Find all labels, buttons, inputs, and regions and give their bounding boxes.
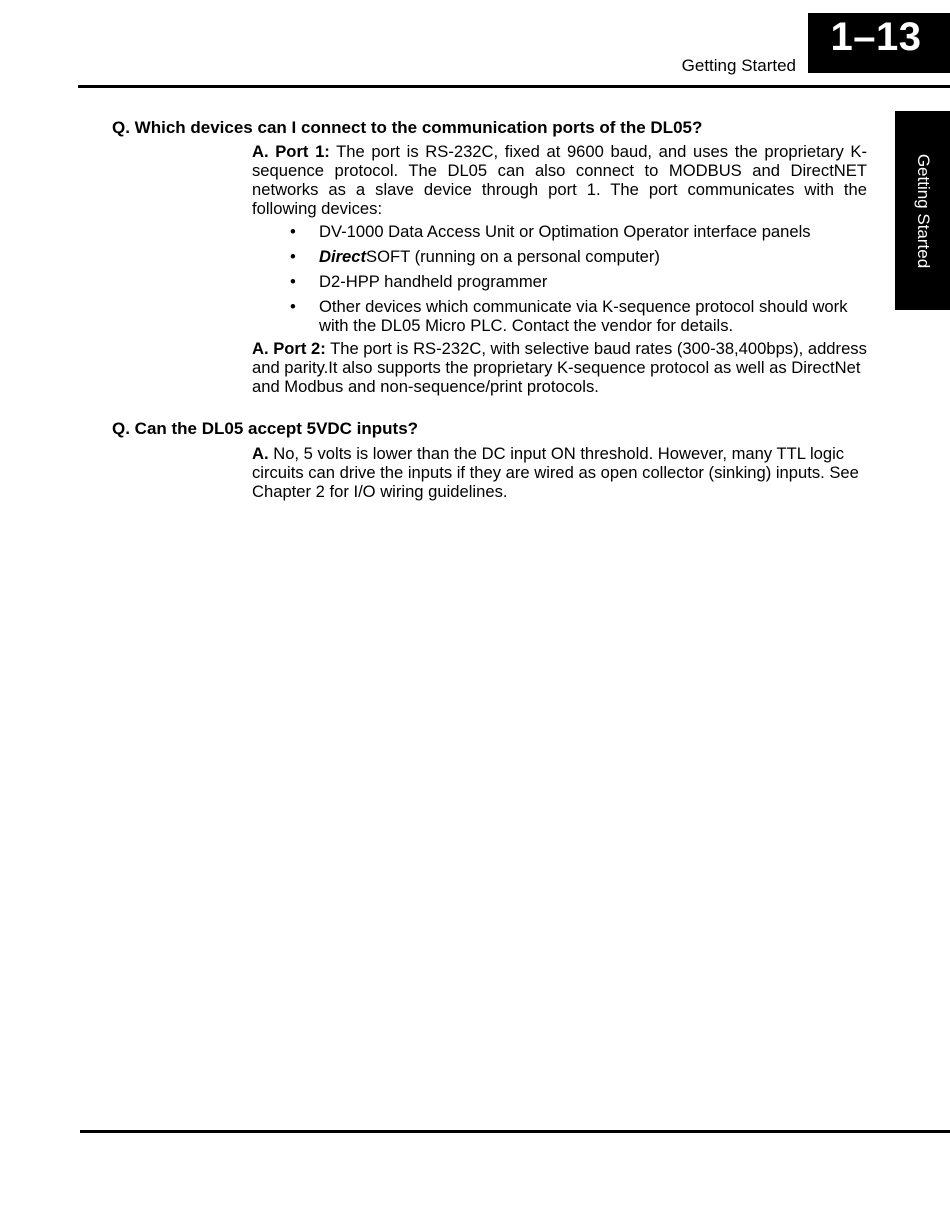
answer-port-2 — [252, 339, 867, 396]
footer-rule — [80, 1130, 950, 1133]
bullet-icon: • — [290, 247, 296, 266]
bullet-icon: • — [290, 297, 296, 316]
bullet-icon: • — [290, 222, 296, 241]
list-item: • DirectSOFT (running on a personal computer) — [290, 247, 660, 266]
page-number-box — [808, 13, 950, 73]
answer-5vdc-text: No, 5 volts is lower than the DC input ON threshold. However, many TTL logic circuits can drive the inputs if they are wired as open collector (sinking) inputs. See Chapter 2 for I/O wiring guidelines. — [252, 444, 859, 501]
answer-port-2-label: A. Port 2: — [252, 339, 326, 358]
device-list — [252, 222, 872, 335]
running-head: Getting Started — [681, 56, 796, 75]
question-1: Q. Which devices can I connect to the communication ports of the DL05? — [112, 118, 703, 137]
answer-5vdc-label: A. — [252, 444, 269, 463]
list-item: • DV-1000 Data Access Unit or Optimation Operator interface panels — [290, 222, 811, 241]
side-tab-label: Getting Started — [913, 153, 933, 268]
page-number: 1–13 — [830, 15, 922, 59]
bullet-icon: • — [290, 272, 296, 291]
section-side-tab — [895, 111, 950, 310]
answer-5vdc — [252, 444, 867, 501]
answer-port-1-label: A. Port 1: — [252, 142, 330, 161]
question-2: Q. Can the DL05 accept 5VDC inputs? — [112, 419, 419, 438]
list-item: • D2-HPP handheld programmer — [290, 272, 548, 291]
list-item: • Other devices which communicate via K-sequence protocol should work with the DL05 Micro PLC. Contact the vendor for details. — [290, 297, 848, 335]
answer-port-2-text: The port is RS-232C, with selective baud rates (300-38,400bps), address and parity.It also supports the proprietary K-sequence protocol as well as DirectNet and Modbus and non-sequence/print protocols. — [252, 339, 867, 396]
answer-port-1-text: The port is RS-232C, fixed at 9600 baud, and uses the proprietary K-sequence protocol. The DL05 can also connect to MODBUS and DirectNET networks as a slave device through port 1. The port communicates with the following devices: — [252, 142, 867, 218]
header-rule — [78, 85, 950, 88]
answer-port-1 — [252, 142, 867, 218]
